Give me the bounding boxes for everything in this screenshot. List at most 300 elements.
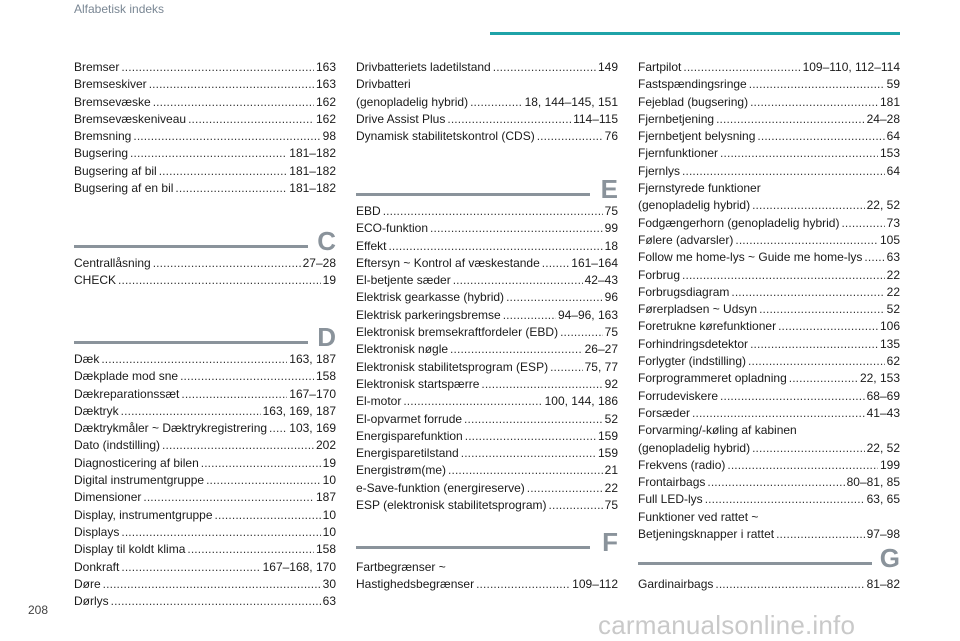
index-entry: [74, 145, 336, 162]
index-entry: [638, 457, 900, 474]
dot-leader: [453, 272, 583, 289]
entry-term: Bugsering af bil: [74, 163, 157, 178]
index-entry: [638, 128, 900, 145]
dot-leader: [683, 59, 800, 76]
entry-pages: 114–115: [573, 111, 618, 126]
entry-list: [74, 351, 336, 610]
entry-pages: 135: [879, 336, 900, 351]
section-header-d: [74, 324, 336, 350]
dot-leader: [476, 576, 570, 593]
entry-pages: 167–168, 170: [262, 559, 336, 574]
index-entry: [356, 94, 618, 111]
entry-pages: 18: [604, 238, 618, 253]
entry-term: Drivbatteriets ladetilstand: [356, 60, 491, 74]
dot-leader: [130, 145, 287, 162]
entry-term-line: Funktioner ved rattet ~: [638, 509, 759, 524]
dot-leader: [180, 368, 314, 385]
entry-list: [638, 197, 900, 422]
dot-leader: [181, 386, 287, 403]
entry-pages: 153: [879, 146, 900, 161]
index-entry: [356, 59, 618, 76]
section-letter: F: [602, 527, 618, 557]
index-entry: [638, 370, 900, 387]
entry-term: Forbrugsdiagram: [638, 284, 730, 299]
index-entry: [638, 145, 900, 162]
dot-leader: [542, 255, 570, 272]
index-entry: [74, 576, 336, 593]
entry-term: e-Save-funktion (energireserve): [356, 480, 525, 495]
entry-term: Display, instrumentgruppe: [74, 507, 213, 522]
dot-leader: [778, 318, 878, 335]
index-entry: [356, 497, 618, 514]
entry-list: [74, 255, 336, 290]
entry-list: [638, 59, 900, 180]
index-entry: [638, 215, 900, 232]
dot-leader: [752, 197, 865, 214]
entry-term: Dynamisk stabilitetskontrol (CDS): [356, 129, 535, 144]
entry-term: Dækplade mod sne: [74, 369, 179, 384]
entry-term: Forlygter (indstilling): [638, 354, 747, 369]
index-entry: [638, 59, 900, 76]
section-rule: [356, 546, 590, 549]
dot-leader: [720, 388, 865, 405]
dot-leader: [864, 249, 884, 266]
entry-pages: 68–69: [866, 388, 900, 403]
dot-leader: [153, 255, 301, 272]
entry-pages: 76: [604, 129, 618, 144]
entry-pages: 97–98: [866, 527, 900, 542]
entry-pages: 109–110, 112–114: [802, 60, 900, 74]
dot-leader: [201, 455, 321, 472]
entry-pages: 59: [886, 77, 900, 92]
dot-leader: [752, 440, 865, 457]
index-entry: [356, 393, 618, 410]
entry-term: Bremsning: [74, 129, 132, 144]
dot-leader: [269, 420, 287, 437]
entry-term: Energisparefunktion: [356, 428, 463, 443]
entry-pages: 202: [315, 438, 336, 453]
dot-leader: [841, 215, 884, 232]
entry-term: Display til koldt klima: [74, 542, 186, 557]
dot-leader: [503, 307, 556, 324]
dot-leader: [750, 94, 878, 111]
index-entry: [74, 386, 336, 403]
index-entry: [356, 341, 618, 358]
entry-pages: 149: [597, 60, 618, 74]
header-accent-bar: [490, 32, 900, 35]
section-header-f: [356, 529, 618, 555]
dot-leader: [720, 145, 878, 162]
entry-term: Follow me home-lys ~ Guide me home-lys: [638, 250, 863, 265]
index-entry: [638, 474, 900, 491]
entry-pages: 187: [315, 490, 336, 505]
entry-term: Forsæder: [638, 405, 691, 420]
index-entry: [638, 94, 900, 111]
entry-pages: 163: [315, 60, 336, 74]
entry-pages: 96: [604, 290, 618, 305]
index-entry: [74, 437, 336, 454]
entry-pages: 105: [879, 232, 900, 247]
dot-leader: [537, 128, 603, 145]
index-entry: [638, 526, 900, 543]
entry-term: Bremseskiver: [74, 77, 147, 92]
section-header-g: [638, 545, 900, 571]
entry-pages: 80–81, 85: [846, 475, 900, 490]
entry-pages: 94–96, 163: [557, 307, 618, 322]
entry-pages: 22, 52: [866, 198, 900, 213]
entry-pages: 22: [886, 284, 900, 299]
entry-term: Dæktryk: [74, 403, 119, 418]
index-entry: [74, 541, 336, 558]
entry-term: EBD: [356, 204, 381, 218]
index-entry: [638, 576, 900, 593]
section-letter: D: [317, 322, 336, 352]
dot-leader: [750, 336, 878, 353]
entry-pages: 199: [879, 457, 900, 472]
index-entry: [74, 255, 336, 272]
entry-pages: 75: [604, 204, 618, 218]
entry-term: Dæk: [74, 352, 100, 366]
entry-pages: 10: [322, 524, 336, 539]
dot-leader: [757, 128, 884, 145]
index-entry: [74, 180, 336, 197]
index-entry: [356, 220, 618, 237]
index-entry: [74, 128, 336, 145]
entry-pages: 64: [886, 129, 900, 144]
index-entry: [638, 336, 900, 353]
header-title: Alfabetisk indeks: [74, 2, 165, 16]
index-entry: [638, 267, 900, 284]
entry-term: Dækreparationssæt: [74, 386, 180, 401]
entry-pages: 106: [879, 319, 900, 334]
dot-leader: [727, 457, 878, 474]
entry-pages: 159: [597, 428, 618, 443]
entry-pages: 162: [315, 94, 336, 109]
dot-leader: [749, 76, 885, 93]
index-column-1: [74, 59, 336, 197]
entry-term: (genopladelig hybrid): [638, 440, 751, 455]
index-entry: [356, 128, 618, 145]
index-entry: [638, 405, 900, 422]
index-entry: [356, 289, 618, 306]
entry-term: Fartpilot: [638, 60, 682, 74]
entry-pages: 27–28: [302, 256, 336, 270]
entry-term: Fastspændingsringe: [638, 77, 747, 92]
index-entry: [356, 480, 618, 497]
index-entry: [638, 76, 900, 93]
entry-list: [638, 440, 900, 509]
index-column-1-c: [74, 255, 336, 290]
entry-pages: 63: [322, 594, 336, 609]
entry-pages: 22: [604, 480, 618, 495]
entry-pages: 10: [322, 473, 336, 488]
entry-pages: 63: [886, 250, 900, 265]
entry-term: Eftersyn ~ Kontrol af væskestande: [356, 255, 540, 270]
entry-term: Energisparetilstand: [356, 446, 459, 461]
entry-term: Hastighedsbegrænser: [356, 577, 475, 592]
section-rule: [74, 341, 308, 344]
index-entry: [356, 203, 618, 220]
entry-pages: 24–28: [866, 111, 900, 126]
dot-leader: [549, 497, 603, 514]
entry-term: Elektronisk stabilitetsprogram (ESP): [356, 359, 549, 374]
entry-term: Donkraft: [74, 559, 120, 574]
entry-term: Drive Assist Plus: [356, 111, 446, 126]
index-entry: [74, 163, 336, 180]
index-entry: [74, 403, 336, 420]
entry-term: Dørlys: [74, 594, 109, 609]
index-entry: [638, 301, 900, 318]
index-column-1-d: [74, 351, 336, 610]
entry-pages: 163: [315, 77, 336, 92]
index-entry: [74, 76, 336, 93]
dot-leader: [735, 232, 878, 249]
entry-term: Bugsering af en bil: [74, 181, 174, 196]
dot-leader: [215, 507, 321, 524]
entry-term: Fjernbetjening: [638, 111, 715, 126]
entry-pages: 10: [322, 507, 336, 522]
index-entry: [638, 440, 900, 457]
dot-leader: [715, 576, 864, 593]
entry-term: Fodgængerhorn (genopladelig hybrid): [638, 215, 840, 230]
entry-list: [638, 576, 900, 593]
entry-term: Fjernlys: [638, 163, 681, 178]
entry-pages: 64: [886, 163, 900, 178]
entry-pages: 163, 187: [289, 352, 336, 366]
entry-pages: 181: [879, 94, 900, 109]
dot-leader: [493, 59, 596, 76]
section-rule: [638, 562, 872, 565]
entry-term: Diagnosticering af bilen: [74, 455, 199, 470]
index-entry: [74, 507, 336, 524]
entry-pages: 41–43: [866, 405, 900, 420]
index-entry: [74, 455, 336, 472]
entry-term: Forhindringsdetektor: [638, 336, 749, 351]
entry-term: Digital instrumentgruppe: [74, 473, 205, 488]
entry-term: Bremsevæskeniveau: [74, 111, 187, 126]
entry-list: [356, 59, 618, 76]
dot-leader: [705, 491, 865, 508]
dot-leader: [153, 94, 314, 111]
section-letter: C: [317, 226, 336, 256]
entry-pages: 92: [604, 376, 618, 391]
index-entry: [638, 318, 900, 335]
index-entry: [638, 197, 900, 214]
index-entry: [356, 428, 618, 445]
entry-term: Displays: [74, 524, 120, 539]
index-entry: [356, 111, 618, 128]
entry-term: ECO-funktion: [356, 221, 429, 236]
index-entry: [356, 238, 618, 255]
index-column-2-f: [356, 559, 618, 594]
dot-leader: [450, 341, 583, 358]
entry-pages: 98: [322, 129, 336, 144]
index-entry: [356, 324, 618, 341]
entry-pages: 63, 65: [866, 492, 900, 507]
dot-leader: [470, 94, 523, 111]
dot-leader: [461, 445, 596, 462]
index-entry: [356, 255, 618, 272]
dot-leader: [206, 472, 321, 489]
entry-pages: 73: [886, 215, 900, 230]
entry-term: Elektronisk startspærre: [356, 376, 480, 391]
dot-leader: [682, 163, 885, 180]
entry-pages: 22, 52: [866, 440, 900, 455]
index-entry: [638, 353, 900, 370]
entry-pages: 100, 144, 186: [544, 394, 618, 409]
entry-pages: 163, 169, 187: [262, 403, 336, 418]
dot-leader: [506, 289, 603, 306]
dot-leader: [388, 238, 602, 255]
entry-pages: 158: [315, 369, 336, 384]
section-header-e: [356, 176, 618, 202]
entry-term: Fjernbetjent belysning: [638, 129, 756, 144]
entry-term-line: Drivbatteri: [356, 77, 411, 92]
entry-term: CHECK: [74, 273, 117, 288]
index-entry: [638, 284, 900, 301]
entry-pages: 181–182: [289, 181, 336, 196]
index-entry: [638, 163, 900, 180]
entry-term: Bugsering: [74, 146, 129, 161]
dot-leader: [560, 324, 603, 341]
dot-leader: [748, 353, 885, 370]
section-header-c: [74, 228, 336, 254]
dot-leader: [527, 480, 603, 497]
dot-leader: [789, 370, 858, 387]
entry-pages: 99: [604, 221, 618, 236]
entry-term: Elektrisk parkeringsbremse: [356, 307, 501, 322]
dot-leader: [447, 111, 571, 128]
entry-term: Elektronisk nøgle: [356, 342, 449, 357]
entry-pages: 81–82: [866, 577, 900, 591]
entry-term: El-betjente sæder: [356, 273, 451, 288]
dot-leader: [101, 351, 287, 368]
entry-pages: 75, 77: [584, 359, 618, 374]
index-entry: [638, 388, 900, 405]
dot-leader: [162, 437, 314, 454]
index-entry: [356, 445, 618, 462]
entry-term: (genopladelig hybrid): [638, 198, 751, 213]
entry-term: Dimensioner: [74, 490, 142, 505]
dot-leader: [121, 59, 314, 76]
index-entry: [638, 249, 900, 266]
index-entry: [74, 111, 336, 128]
entry-pages: 30: [322, 576, 336, 591]
entry-term: El-motor: [356, 394, 402, 409]
entry-term: Døre: [74, 576, 101, 591]
entry-term: Bremser: [74, 60, 120, 74]
entry-term: Full LED-lys: [638, 492, 703, 507]
dot-leader: [159, 163, 288, 180]
entry-pages: 22, 153: [859, 371, 900, 386]
index-entry: [638, 491, 900, 508]
dot-leader: [121, 403, 261, 420]
index-entry: [356, 359, 618, 376]
entry-list: [356, 576, 618, 593]
dot-leader: [707, 474, 844, 491]
index-entry: [356, 462, 618, 479]
entry-pages: 19: [322, 273, 336, 288]
entry-pages: 42–43: [584, 273, 618, 288]
section-letter: E: [600, 174, 618, 204]
entry-term: Dato (indstilling): [74, 438, 161, 453]
entry-pages: 181–182: [289, 146, 336, 161]
entry-term: Frekvens (radio): [638, 457, 726, 472]
entry-term: Fejeblad (bugsering): [638, 94, 749, 109]
index-entry: [638, 232, 900, 249]
dot-leader: [121, 559, 260, 576]
entry-term: ESP (elektronisk stabilitetsprogram): [356, 498, 547, 513]
entry-term-line: Forvarming/-køling af kabinen: [638, 423, 797, 438]
index-entry: [74, 489, 336, 506]
entry-term: Frontairbags: [638, 475, 706, 490]
index-entry: [356, 307, 618, 324]
dot-leader: [118, 272, 321, 289]
entry-pages: 52: [886, 302, 900, 317]
dot-leader: [187, 541, 314, 558]
dot-leader: [716, 111, 865, 128]
dot-leader: [448, 462, 603, 479]
entry-term: Forrudeviskere: [638, 388, 719, 403]
entry-list: [356, 203, 618, 514]
entry-pages: 19: [322, 455, 336, 470]
index-column-2-e: [356, 203, 618, 514]
entry-term: Gardinairbags: [638, 577, 714, 591]
entry-list: [356, 94, 618, 146]
dot-leader: [188, 111, 314, 128]
index-entry: [356, 376, 618, 393]
entry-pages: 26–27: [584, 342, 618, 357]
index-column-3: [638, 59, 900, 543]
dot-leader: [149, 76, 314, 93]
dot-leader: [692, 405, 865, 422]
dot-leader: [133, 128, 320, 145]
entry-term-line: Fjernstyrede funktioner: [638, 181, 761, 196]
dot-leader: [464, 411, 603, 428]
section-rule: [74, 245, 308, 248]
index-entry: [74, 351, 336, 368]
entry-term: Forbrug: [638, 267, 681, 282]
entry-term: Elektronisk bremsekraftfordeler (EBD): [356, 325, 559, 340]
entry-term: Fjernfunktioner: [638, 146, 719, 161]
entry-term: Betjeningsknapper i rattet: [638, 527, 775, 542]
entry-term: Dæktrykmåler ~ Dæktrykregistrering: [74, 421, 268, 436]
entry-pages: 167–170: [289, 386, 336, 401]
entry-term: Elektrisk gearkasse (hybrid): [356, 290, 505, 305]
dot-leader: [550, 359, 583, 376]
index-entry: [74, 472, 336, 489]
dot-leader: [465, 428, 596, 445]
entry-pages: 109–112: [572, 577, 618, 592]
dot-leader: [383, 203, 603, 220]
dot-leader: [175, 180, 287, 197]
index-entry: [356, 272, 618, 289]
entry-term: Forprogrammeret opladning: [638, 371, 787, 386]
entry-list: [74, 59, 336, 197]
entry-list: [638, 526, 900, 543]
index-entry: [74, 593, 336, 610]
dot-leader: [776, 526, 865, 543]
entry-term: Energistrøm(me): [356, 463, 447, 478]
entry-pages: 22: [886, 267, 900, 282]
dot-leader: [111, 593, 321, 610]
dot-leader: [143, 489, 314, 506]
dot-leader: [759, 301, 885, 318]
page-number: 208: [28, 603, 49, 617]
entry-pages: 158: [315, 542, 336, 557]
index-entry: [356, 411, 618, 428]
entry-pages: 18, 144–145, 151: [524, 94, 618, 109]
